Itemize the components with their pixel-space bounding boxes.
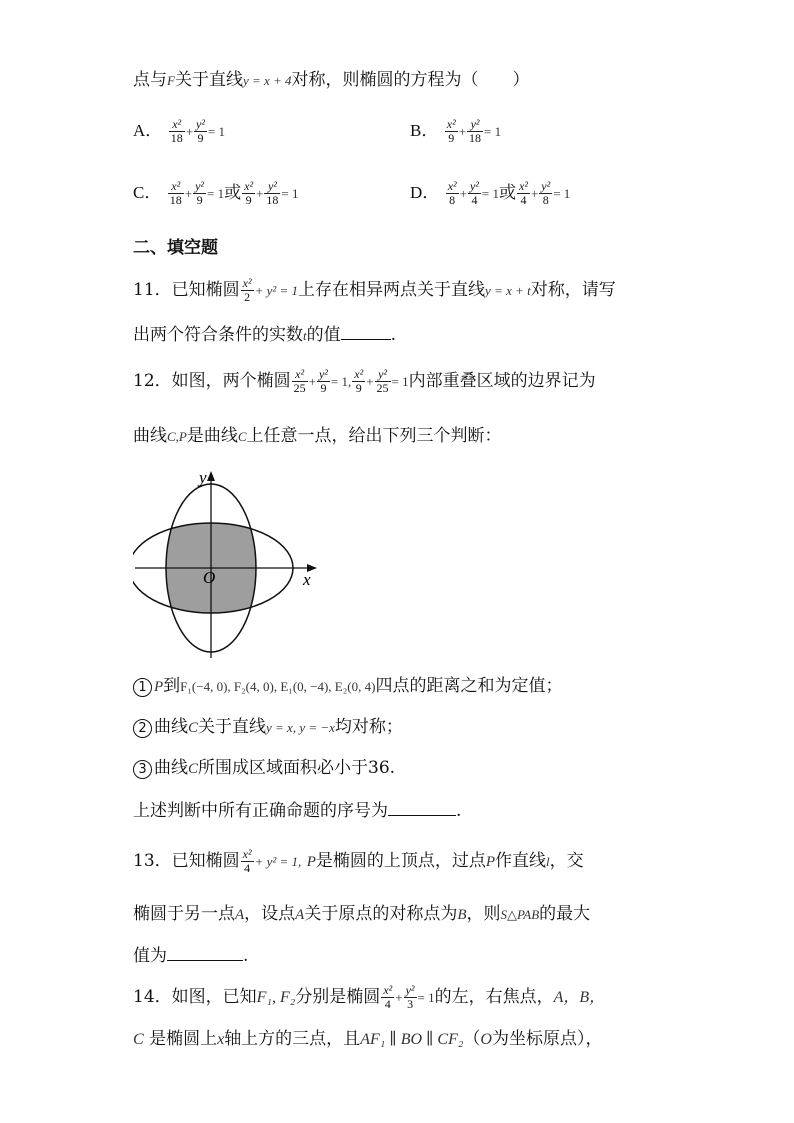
fraction: $\frac{\text{x²}}{4}$: [383, 983, 393, 1011]
q12-line2: 曲线C,P是曲线C上任意一点，给出下列三个判断：: [133, 426, 502, 446]
fraction: $\frac{\text{y²}}{8}$: [541, 179, 551, 207]
option-label: D．: [410, 183, 440, 202]
circled-number: 1: [133, 678, 152, 697]
judgement-2: 2 曲线C关于直线y = x, y = −x均对称；: [133, 714, 403, 741]
option-c[interactable]: C． $\frac{\text{x²}}{18}$ + $\frac{\text{y²}}{9}$ = 1或 $\frac{\text{x²}}{9}$ + $\frac{\text{y²}}{18}$ = 1: [133, 179, 299, 207]
q14-line2: C 是椭圆上x轴上方的三点，且AF₁ ∥ BO ∥ CF₂（O为坐标原点），: [133, 1029, 603, 1049]
x-axis-label: x: [303, 570, 311, 589]
q10-text: 对称，则椭圆的方程为（ ）: [291, 70, 530, 90]
option-d[interactable]: D． $\frac{\text{x²}}{8}$ + $\frac{\text{y²}}{4}$ = 1或 $\frac{\text{x²}}{4}$ + $\frac{\text{y²}}{8}$ = 1: [410, 179, 571, 207]
q14-line1: 14．如图，已知F₁, F₂分别是椭圆 $\frac{\text{x²}}{4}$ + $\frac{\text{y²}}{3}$ = 1的左，右焦点，A，B，: [133, 983, 606, 1011]
fraction: $\frac{\text{x²}}{9}$: [446, 117, 456, 145]
equation-rhs: = 1: [207, 124, 226, 139]
fraction: $\frac{\text{y²}}{25}$: [376, 367, 389, 395]
fraction: $\frac{\text{x²}}{18}$: [170, 117, 183, 145]
fraction: $\frac{\text{y²}}{4}$: [469, 179, 479, 207]
fraction: $\frac{\text{x²}}{8}$: [447, 179, 457, 207]
q13-line1: 13．已知椭圆 $\frac{\text{x²}}{4}$ + y² = 1, P是椭圆的上顶点，过点P作直线l，交: [133, 847, 584, 875]
q10-tail-line: [133, 67, 530, 94]
question-number: 13．: [133, 851, 172, 871]
fraction: $\frac{\text{x²}}{18}$: [169, 179, 182, 207]
fraction: $\frac{\text{y²}}{9}$: [196, 117, 205, 145]
option-label: C．: [133, 183, 162, 202]
q11-line1: 11．已知椭圆 $\frac{\text{x²}}{2}$ + y² = 1上存在相异两点关于直线y = x + t对称，请写: [133, 276, 616, 304]
y-axis-arrow-icon: [207, 471, 215, 481]
fraction: $\frac{\text{y²}}{9}$: [195, 179, 205, 207]
fraction: $\frac{\text{x²}}{9}$: [354, 367, 364, 395]
fraction: $\frac{\text{y²}}{3}$: [405, 983, 415, 1011]
fraction: $\frac{\text{x²}}{4}$: [519, 179, 528, 207]
fraction: $\frac{\text{y²}}{9}$: [318, 367, 328, 395]
equation-rhs: = 1: [484, 124, 502, 139]
judgement-1: 1 P到F₁(−4, 0), F₂(4, 0), E₁(0, −4), E₂(0, 4)四点的距离之和为定值；: [133, 673, 562, 700]
fraction: $\frac{\text{x²}}{9}$: [244, 179, 254, 207]
line-eq: y = x + t: [485, 283, 531, 298]
or-word: 或: [499, 183, 516, 203]
q13-line3: 值为 .: [133, 942, 248, 969]
question-number: 11．: [133, 280, 172, 300]
answer-blank[interactable]: [341, 321, 391, 340]
fraction: $\frac{\text{x²}}{2}$: [242, 276, 252, 304]
option-a[interactable]: A． $\frac{\text{x²}}{18}$ + $\frac{\text{y²}}{9}$ = 1: [133, 117, 226, 145]
q10-text: 关于直线: [174, 70, 243, 90]
q11-line2: 出两个符合条件的实数t的值 .: [133, 321, 396, 349]
option-b[interactable]: B． $\frac{\text{x²}}{9}$ + $\frac{\text{y²}}{18}$ = 1: [410, 117, 502, 145]
fraction: $\frac{\text{y²}}{18}$: [469, 117, 482, 145]
q10-text: 点与: [133, 70, 167, 90]
fraction: $\frac{\text{x²}}{25}$: [293, 367, 306, 395]
answer-blank[interactable]: [388, 797, 456, 816]
judgement-3: 3 曲线C所围成区域面积必小于36.: [133, 755, 395, 782]
answer-blank[interactable]: [167, 942, 243, 961]
section-title: 二、填空题: [133, 238, 218, 258]
circled-number: 3: [133, 760, 152, 779]
q13-line2: 椭圆于另一点A，设点A关于原点的对称点为B，则S△PAB的最大: [133, 904, 591, 924]
ellipse-overlap-figure: [133, 465, 323, 660]
fraction: $\frac{\text{y²}}{18}$: [266, 179, 279, 207]
q10-var-f: F: [167, 73, 175, 88]
question-number: 12．: [133, 371, 172, 391]
q12-ask: 上述判断中所有正确命题的序号为 .: [133, 797, 461, 824]
question-number: 14．: [133, 987, 172, 1007]
circled-number: 2: [133, 719, 152, 738]
option-label: B．: [410, 121, 439, 140]
q12-line1: 12．如图，两个椭圆 $\frac{\text{x²}}{25}$ + $\frac{\text{y²}}{9}$ = 1, $\frac{\text{x²}}{9}$ + $\frac{\text{y²}}{25}$ = 1内部重叠区域的边界记为: [133, 367, 596, 395]
q10-line-eq: y = x + 4: [242, 73, 292, 88]
origin-label: O: [203, 568, 216, 587]
option-label: A．: [133, 121, 163, 140]
fraction: $\frac{\text{x²}}{4}$: [242, 847, 252, 875]
or-word: 或: [224, 183, 242, 203]
y-axis-label: y: [199, 468, 207, 487]
